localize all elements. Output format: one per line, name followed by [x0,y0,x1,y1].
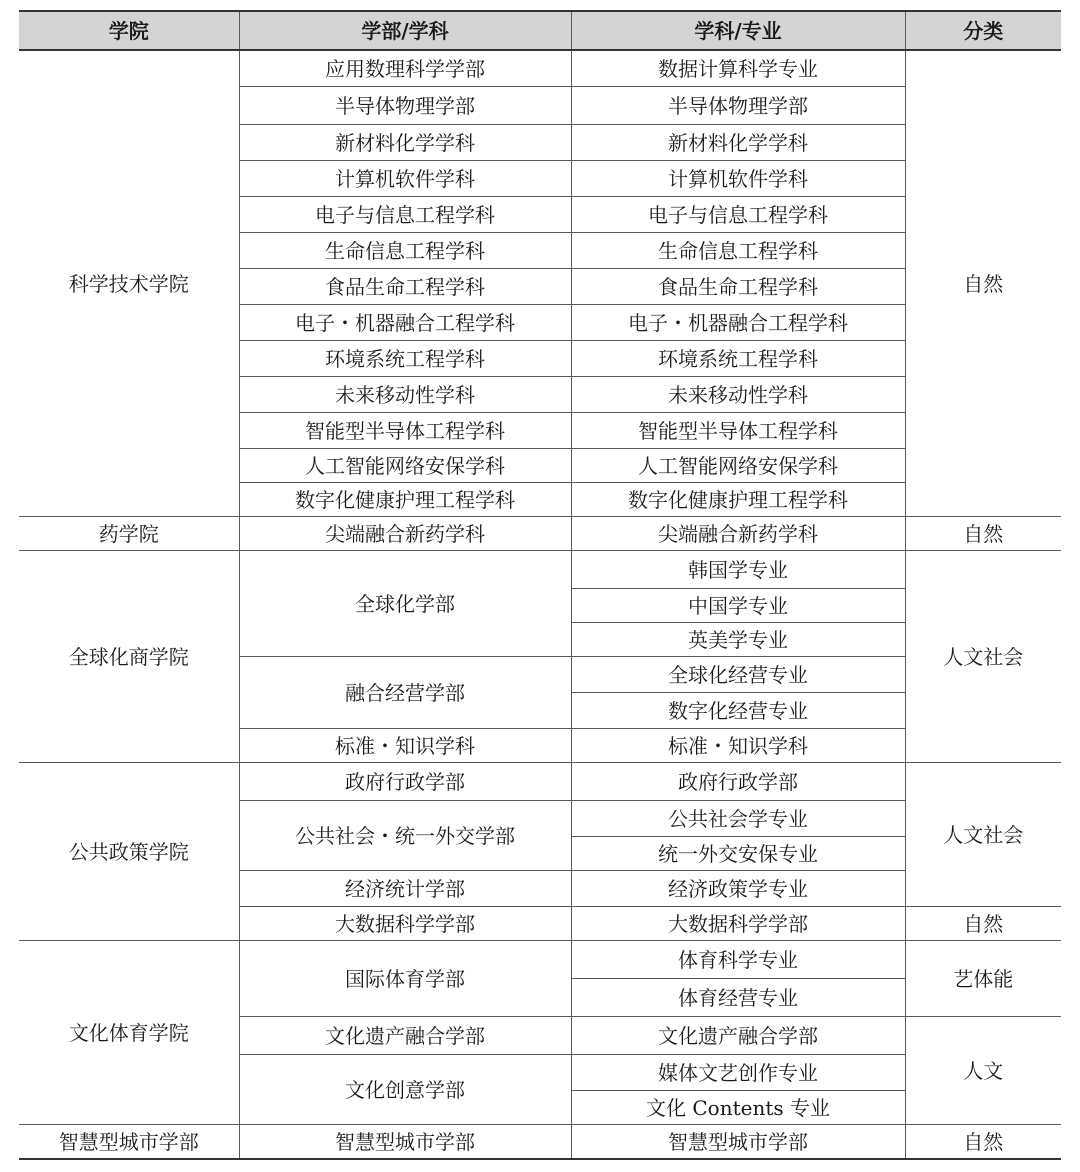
college-cell: 药学院 [19,517,239,551]
department-cell: 应用数理科学学部 [239,50,571,87]
major-cell: 媒体文艺创作专业 [571,1055,905,1091]
major-cell: 中国学专业 [571,589,905,623]
department-cell: 尖端融合新药学科 [239,517,571,551]
major-cell: 政府行政学部 [571,763,905,801]
category-cell: 人文社会 [905,551,1061,763]
table-row [19,1125,1061,1160]
major-cell: 新材料化学学科 [571,125,905,161]
department-cell: 大数据科学学部 [239,907,571,941]
department-cell: 全球化学部 [239,551,571,657]
major-cell: 智慧型城市学部 [571,1125,905,1160]
table-row [19,941,1061,979]
major-cell: 统一外交安保专业 [571,837,905,871]
header-department: 学部/学科 [239,11,571,50]
college-cell: 全球化商学院 [19,551,239,763]
major-cell: 数据计算科学专业 [571,50,905,87]
header-category: 分类 [905,11,1061,50]
department-cell: 计算机软件学科 [239,161,571,197]
category-cell: 艺体能 [905,941,1061,1017]
department-cell: 融合经营学部 [239,657,571,729]
department-cell: 智能型半导体工程学科 [239,413,571,449]
college-cell: 公共政策学院 [19,763,239,941]
department-cell: 文化创意学部 [239,1055,571,1125]
major-cell: 公共社会学专业 [571,801,905,837]
major-cell: 电子・机器融合工程学科 [571,305,905,341]
major-cell: 尖端融合新药学科 [571,517,905,551]
major-cell: 半导体物理学部 [571,87,905,125]
category-cell: 人文 [905,1017,1061,1125]
major-cell: 标准・知识学科 [571,729,905,763]
major-cell: 食品生命工程学科 [571,269,905,305]
major-cell: 人工智能网络安保学科 [571,449,905,483]
college-table-container [19,10,1061,1160]
college-cell: 文化体育学院 [19,941,239,1125]
category-cell: 自然 [905,517,1061,551]
major-cell: 大数据科学学部 [571,907,905,941]
department-cell: 未来移动性学科 [239,377,571,413]
category-cell: 自然 [905,907,1061,941]
department-cell: 智慧型城市学部 [239,1125,571,1160]
department-cell: 公共社会・统一外交学部 [239,801,571,871]
major-cell: 未来移动性学科 [571,377,905,413]
major-cell: 文化遗产融合学部 [571,1017,905,1055]
department-cell: 人工智能网络安保学科 [239,449,571,483]
category-cell: 自然 [905,50,1061,517]
major-cell: 体育经营专业 [571,979,905,1017]
department-cell: 经济统计学部 [239,871,571,907]
major-cell: 数字化健康护理工程学科 [571,483,905,517]
major-cell: 全球化经营专业 [571,657,905,693]
major-cell: 文化 Contents 专业 [571,1091,905,1125]
header-major: 学科/专业 [571,11,905,50]
major-cell: 数字化经营专业 [571,693,905,729]
major-cell: 生命信息工程学科 [571,233,905,269]
department-cell: 政府行政学部 [239,763,571,801]
category-cell: 自然 [905,1125,1061,1160]
major-cell: 环境系统工程学科 [571,341,905,377]
table-row [19,517,1061,551]
major-cell: 韩国学专业 [571,551,905,589]
department-cell: 文化遗产融合学部 [239,1017,571,1055]
department-cell: 新材料化学学科 [239,125,571,161]
college-cell: 科学技术学院 [19,50,239,517]
major-cell: 智能型半导体工程学科 [571,413,905,449]
table-row [19,763,1061,801]
department-cell: 标准・知识学科 [239,729,571,763]
department-cell: 食品生命工程学科 [239,269,571,305]
table-row [19,551,1061,589]
category-cell: 人文社会 [905,763,1061,907]
department-cell: 电子与信息工程学科 [239,197,571,233]
department-cell: 半导体物理学部 [239,87,571,125]
department-cell: 电子・机器融合工程学科 [239,305,571,341]
table-row [19,50,1061,87]
major-cell: 英美学专业 [571,623,905,657]
major-cell: 计算机软件学科 [571,161,905,197]
major-cell: 体育科学专业 [571,941,905,979]
department-cell: 数字化健康护理工程学科 [239,483,571,517]
department-cell: 国际体育学部 [239,941,571,1017]
major-cell: 经济政策学专业 [571,871,905,907]
college-department-table [19,10,1061,1160]
department-cell: 生命信息工程学科 [239,233,571,269]
header-college: 学院 [19,11,239,50]
department-cell: 环境系统工程学科 [239,341,571,377]
table-header-row [19,11,1061,50]
college-cell: 智慧型城市学部 [19,1125,239,1160]
major-cell: 电子与信息工程学科 [571,197,905,233]
